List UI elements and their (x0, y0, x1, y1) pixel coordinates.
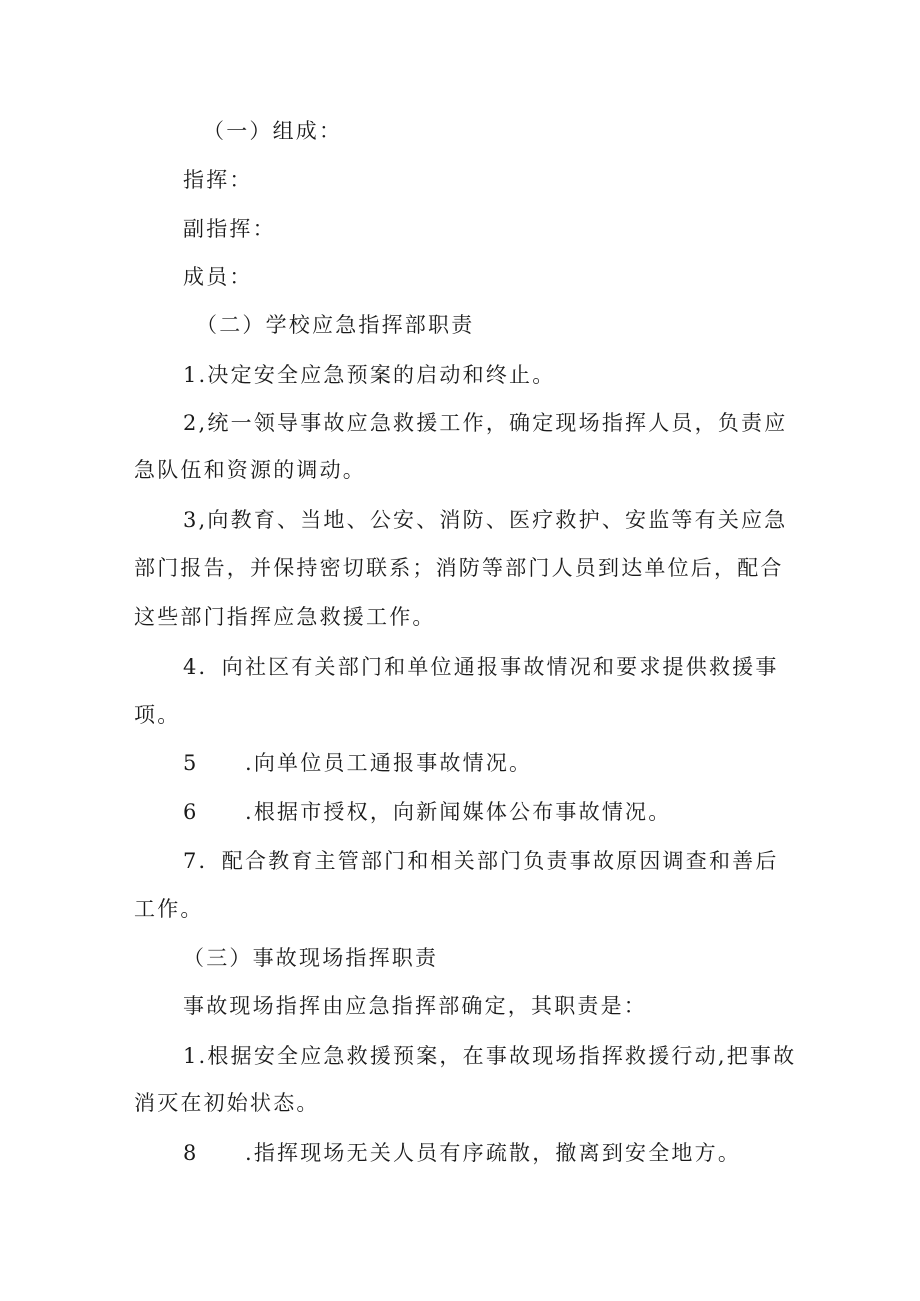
paragraph-line: 消灭在初始状态。 (134, 1091, 320, 1115)
paragraph-line: 项。 (134, 703, 181, 727)
paragraph-line: 急队伍和资源的调动。 (134, 458, 366, 482)
paragraph-line: 7．配合教育主管部门和相关部门负责事故原因调查和善后 (183, 849, 779, 873)
paragraph-line: 1.决定安全应急预案的启动和终止。 (183, 363, 556, 387)
paragraph-line: 4．向社区有关部门和单位通报事故情况和要求提供救援事 (183, 655, 779, 679)
section-heading-school-hq-duties: （二）学校应急指挥部职责 (196, 313, 475, 337)
paragraph-line: 工作。 (134, 897, 204, 921)
section-heading-composition: （一）组成： (203, 119, 343, 143)
paragraph-line: 事故现场指挥由应急指挥部确定，其职责是： (183, 994, 647, 1018)
paragraph-line: 这些部门指挥应急救援工作。 (134, 605, 436, 629)
field-commander: 指挥： (183, 168, 253, 192)
section-heading-onsite-command-duties: （三）事故现场指挥职责 (183, 946, 439, 970)
paragraph-line: 3,向教育、当地、公安、消防、医疗救护、安监等有关应急 (183, 508, 788, 532)
paragraph-line: 8 .指挥现场无关人员有序疏散，撤离到安全地方。 (183, 1141, 742, 1165)
paragraph-line: 1.根据安全应急救援预案，在事故现场指挥救援行动,把事故 (183, 1044, 797, 1068)
paragraph-line: 2,统一领导事故应急救援工作，确定现场指挥人员，负责应 (183, 411, 788, 435)
paragraph-line: 6 .根据市授权，向新闻媒体公布事故情况。 (183, 800, 672, 824)
field-members: 成员： (183, 265, 253, 289)
paragraph-line: 部门报告，并保持密切联系；消防等部门人员到达单位后，配合 (134, 556, 784, 580)
field-deputy-commander: 副指挥： (183, 217, 276, 241)
paragraph-line: 5 .向单位员工通报事故情况。 (183, 751, 533, 775)
